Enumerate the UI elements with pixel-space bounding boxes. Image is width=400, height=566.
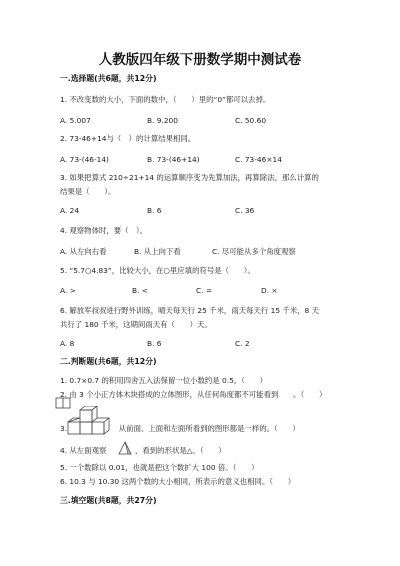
judge-item-suffix: ，看到的形状是△。（ ） <box>135 446 226 455</box>
judge-item-prefix: 4. 从左面观察 <box>60 446 107 455</box>
page-title: 人教版四年级下册数学期中测试卷 <box>98 52 302 68</box>
option-b: B. 6 <box>147 206 162 215</box>
option-c: C. = <box>196 286 213 295</box>
question-stem: 3. 如果把算式 210÷21+14 的运算顺序变为先算加法，再算除法，那么计算的 <box>60 173 319 182</box>
question-stem-cont: 结果是（ ）。 <box>60 187 116 196</box>
option-a: A. 24 <box>60 206 80 215</box>
option-b: B. 73-(46+14) <box>147 155 200 164</box>
option-a: A. 5.007 <box>60 116 91 125</box>
judge-item: 1. 0.7×0.7 的积用四舍五入法保留一位小数约是 0.5。（ ） <box>60 376 268 385</box>
option-a: A. 8 <box>60 339 75 348</box>
section-heading-choice: 一.选择题(共6题，共12分) <box>60 74 157 83</box>
option-b: B. 从上向下看 <box>134 247 181 256</box>
judge-item: 3. 从前面、上面和左面所看到的图形都是一样的。（ ） <box>60 424 300 433</box>
judge-item: 6. 10.3 与 10.30 这两个数的大小相同，所表示的意义也相同。（ ） <box>60 477 296 486</box>
option-c: C. 36 <box>235 206 255 215</box>
section-heading-fill: 三.填空题(共8题，共27分) <box>60 496 157 505</box>
option-a: A. 73-(46-14) <box>60 155 109 164</box>
option-c: C. 73-46×14 <box>235 155 282 164</box>
option-c: C. 尽可能从多个角度观察 <box>212 247 296 256</box>
option-d: D. × <box>261 286 278 295</box>
question-stem: 4. 观察物体时，要（ ）。 <box>60 226 147 235</box>
question-stem: 5. “5.7○4.83”，比较大小，在○里应填的符号是（ ）。 <box>60 266 255 275</box>
section-heading-judge: 二.判断题(共6题，共12分) <box>60 357 157 366</box>
question-stem: 2. 73-46+14与（ ）的计算结果相同。 <box>60 134 196 143</box>
question-stem-cont: 共行了 180 千米，这期间雨天有（ ）天。 <box>60 320 212 329</box>
judge-item: 2. 由 3 个小正方体木块搭成的立体图形，从任何角度都不可能看到 。（ ） <box>60 390 327 399</box>
tent-shape-icon <box>116 441 134 455</box>
judge-item: 5. 一个数除以 0.01，也就是把这个数扩大 100 倍。（ ） <box>60 463 259 472</box>
option-a: A. > <box>60 286 76 295</box>
option-a: A. 从左向右看 <box>60 247 107 256</box>
question-stem: 6. 解放军叔叔进行野外训练，晴天每天行 25 千米，雨天每天行 15 千米，8 天 <box>60 306 319 315</box>
option-b: B. 9.200 <box>147 116 178 125</box>
option-b: B. < <box>132 286 148 295</box>
option-b: B. 6 <box>147 339 162 348</box>
question-stem: 1. 不改变数的大小，下面的数中，（ ）里的“0”都可以去掉。 <box>60 95 271 104</box>
option-c: C. 2 <box>235 339 250 348</box>
option-c: C. 50.60 <box>235 116 267 125</box>
